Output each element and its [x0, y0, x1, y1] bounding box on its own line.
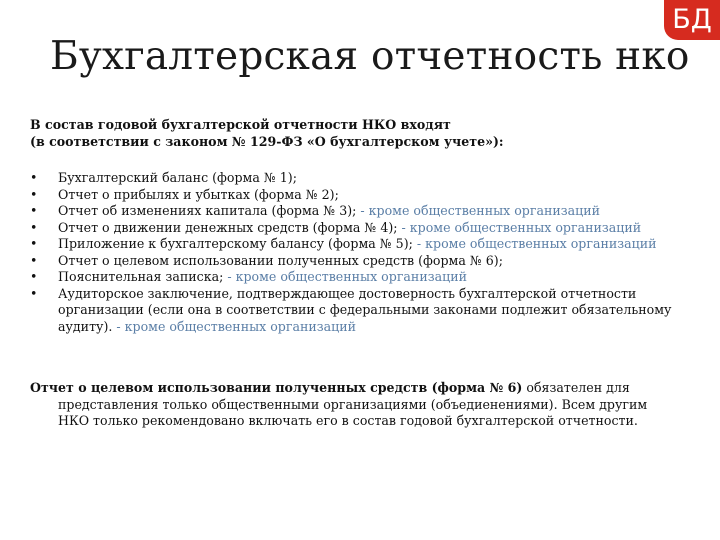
list-item — [30, 203, 706, 220]
list-item — [30, 236, 706, 253]
list-item — [30, 269, 706, 286]
item-note: - кроме общественных организаций — [360, 203, 601, 218]
list-item — [30, 286, 706, 336]
item-note: - кроме общественных организаций — [116, 318, 357, 334]
intro-text — [30, 116, 690, 150]
intro-line-2: (в соответствии с законом № 129-ФЗ «О бухгалтерском учете»): — [30, 134, 504, 149]
item-text: Бухгалтерский баланс (форма № 1); — [58, 170, 297, 185]
footer-bold-text: Отчет о целевом использовании полученных средств (форма № 6) — [30, 380, 523, 395]
list-item — [30, 220, 706, 237]
item-note: - кроме общественных организаций — [227, 269, 467, 284]
bullet-icon: • — [30, 170, 38, 185]
footer-line-2: представления только общественными организациями (объедиенениями). Всем другим — [58, 396, 648, 412]
list-item — [30, 253, 706, 270]
item-text: Отчет о прибылях и убытках (форма № 2); — [58, 186, 339, 202]
intro-line-1: В состав годовой бухгалтерской отчетности НКО входят — [30, 117, 451, 132]
item-note: - кроме общественных организаций — [401, 219, 642, 235]
item-text: Приложение к бухгалтерскому балансу (форма № 5); — [58, 236, 413, 251]
bullet-icon: • — [30, 285, 38, 301]
bullet-icon: • — [30, 186, 38, 202]
item-text: Отчет о целевом использовании полученных средств (форма № 6); — [58, 252, 503, 268]
bullet-icon: • — [30, 236, 38, 251]
list-item — [30, 187, 706, 204]
list-item — [30, 170, 706, 187]
item-note: - кроме общественных организаций — [416, 236, 657, 251]
footer-line-1 — [30, 380, 700, 397]
item-text: Аудиторское заключение, подтверждающее достоверность бухгалтерской отчетности организации (если она в соответствии с федеральными законами подлежит обязательному аудиту). — [58, 285, 672, 334]
bullet-icon: • — [30, 219, 38, 235]
footer-paragraph — [30, 380, 700, 430]
item-text: Пояснительная записка; — [58, 269, 224, 284]
bullet-icon: • — [30, 203, 38, 218]
page-title: Бухгалтерская отчетность нко — [50, 34, 690, 79]
bullet-icon: • — [30, 269, 38, 284]
report-list — [30, 170, 706, 335]
footer-line-3: НКО только рекомендовано включать его в состав годовой бухгалтерской отчетности. — [58, 413, 638, 428]
section-badge: БД — [664, 0, 720, 40]
item-text: Отчет об изменениях капитала (форма № 3); — [58, 203, 357, 218]
item-text: Отчет о движении денежных средств (форма № 4); — [58, 219, 398, 235]
bullet-icon: • — [30, 252, 38, 268]
footer-text: обязателен для — [522, 380, 630, 395]
